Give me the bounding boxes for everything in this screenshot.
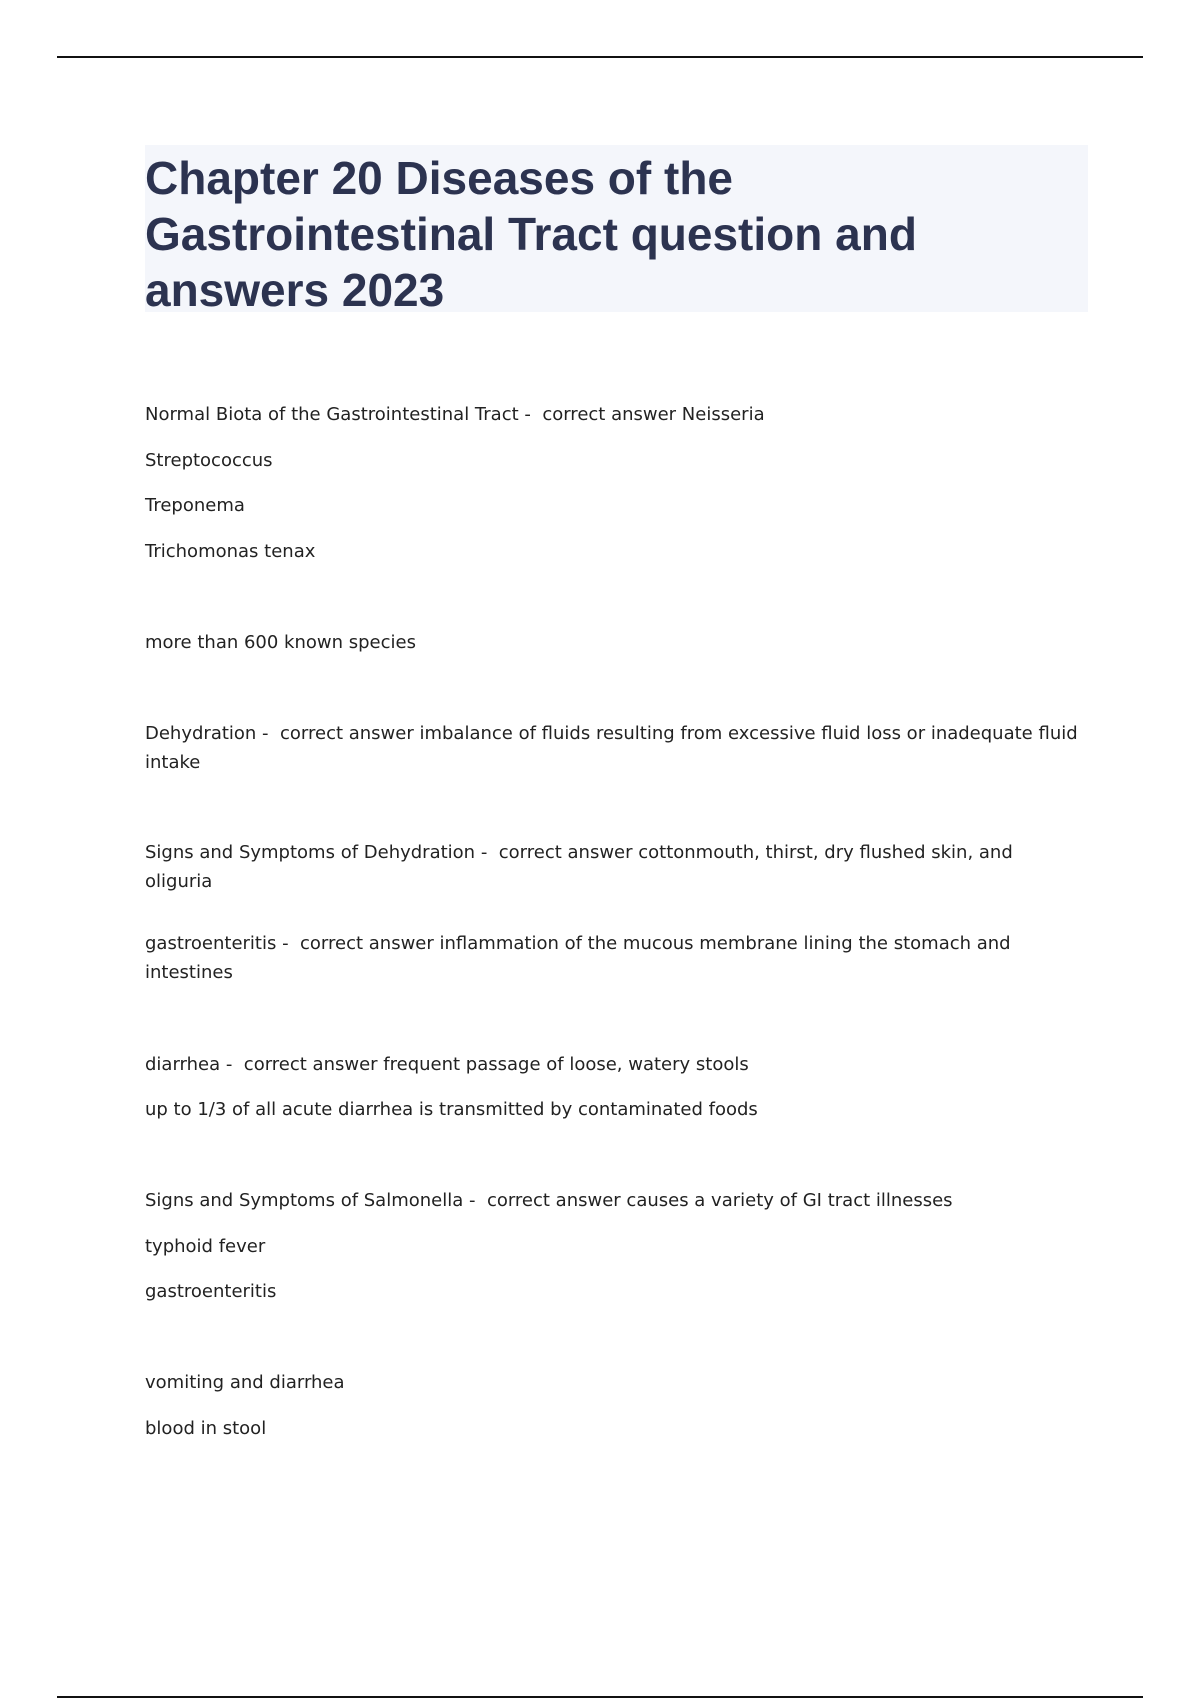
entry-line: Signs and Symptoms of Dehydration - correct answer cottonmouth, thirst, dry flushed skin, and oliguria <box>145 842 1019 892</box>
entry-line: gastroenteritis <box>145 1281 277 1302</box>
entry-line: Treponema <box>145 495 245 516</box>
entry-line: gastroenteritis - correct answer inflammation of the mucous membrane lining the stomach and intestines <box>145 933 1017 983</box>
document-title: Chapter 20 Diseases of the Gastrointestinal Tract question and answers 2023 <box>145 152 917 316</box>
title-block <box>145 145 1088 316</box>
entry-line: more than 600 known species <box>145 632 416 653</box>
entry-line: vomiting and diarrhea <box>145 1372 345 1393</box>
top-rule <box>57 56 1143 58</box>
entry-line: Dehydration - correct answer imbalance of fluids resulting from excessive fluid loss or inadequate fluid intake <box>145 723 1084 773</box>
bottom-rule <box>57 1696 1143 1698</box>
entry-line: Trichomonas tenax <box>145 541 316 562</box>
entry-line: Signs and Symptoms of Salmonella - correct answer causes a variety of GI tract illnesses <box>145 1190 953 1211</box>
entry-line: up to 1/3 of all acute diarrhea is transmitted by contaminated foods <box>145 1099 758 1120</box>
entry-line: typhoid fever <box>145 1236 266 1257</box>
entry-line: Normal Biota of the Gastrointestinal Tract - correct answer Neisseria <box>145 404 765 425</box>
entry-line: diarrhea - correct answer frequent passage of loose, watery stools <box>145 1054 749 1075</box>
entry-line: Streptococcus <box>145 450 273 471</box>
entry-line: blood in stool <box>145 1418 267 1439</box>
